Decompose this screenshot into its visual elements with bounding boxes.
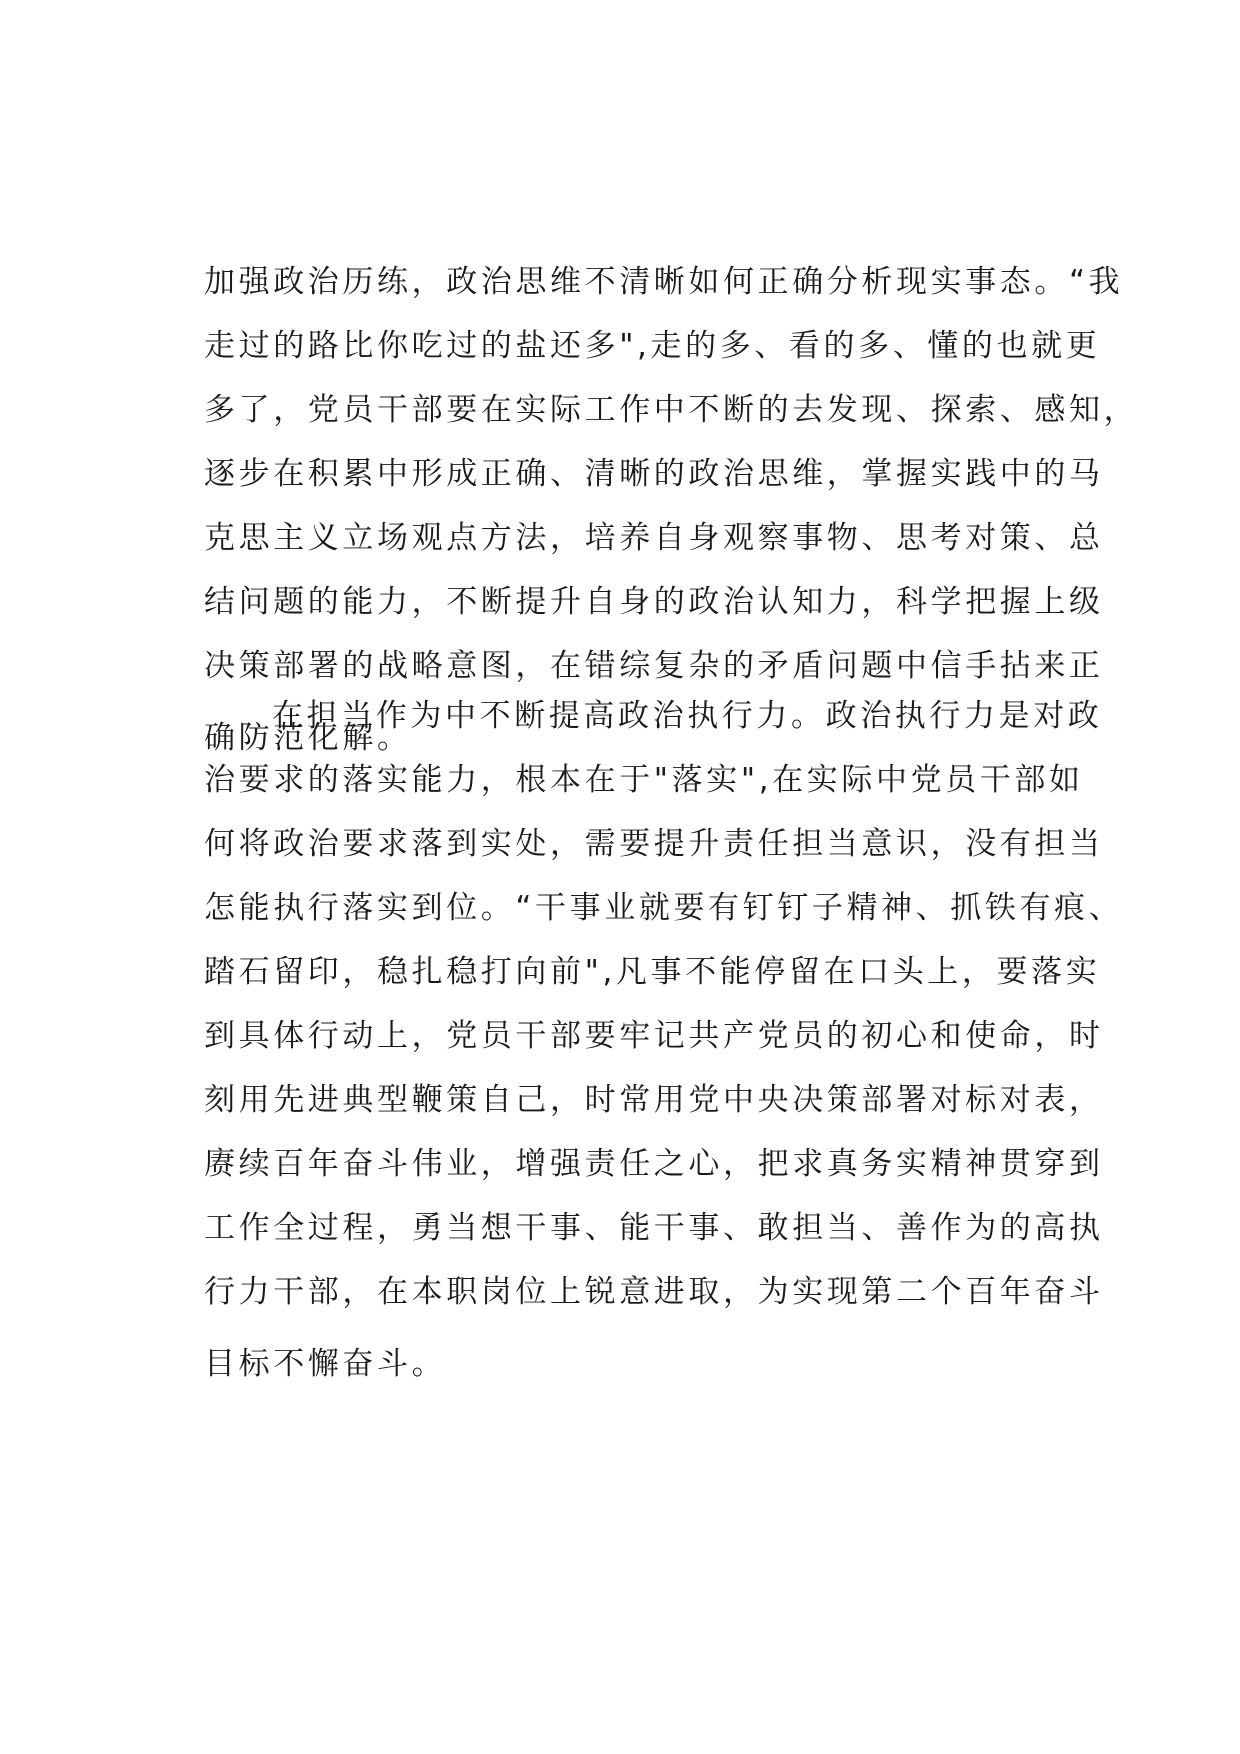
text-line: 克思主义立场观点方法，培养自身观察事物、思考对策、总 [204,520,1104,556]
text-line: 治要求的落实能力，根本在于"落实",在实际中党员干部如 [204,762,1084,798]
text-line: 决策部署的战略意图，在错综复杂的矛盾问题中信手拈来正 [204,648,1104,684]
text-line: 踏石留印，稳扎稳打向前",凡事不能停留在口头上，要落实 [204,954,1101,990]
text-line: 何将政治要求落到实处，需要提升责任担当意识，没有担当 [204,826,1104,862]
text-line: 目标不懈奋斗。 [204,1346,447,1382]
text-line: 结问题的能力，不断提升自身的政治认知力，科学把握上级 [204,584,1104,620]
text-line: 工作全过程，勇当想干事、能干事、敢担当、善作为的高执 [204,1210,1104,1246]
text-line: 到具体行动上，党员干部要牢记共产党员的初心和使命，时 [204,1018,1104,1054]
text-line: 加强政治历练，政治思维不清晰如何正确分析现实事态。“我 [204,264,1124,300]
text-line: 多了，党员干部要在实际工作中不断的去发现、探索、感知， [204,392,1139,428]
text-line: 走过的路比你吃过的盐还多",走的多、看的多、懂的也就更 [204,328,1101,364]
text-line: 赓续百年奋斗伟业，增强责任之心，把求真务实精神贯穿到 [204,1146,1104,1182]
text-line: 确防范化解。 [204,720,412,756]
text-line: 行力干部，在本职岗位上锐意进取，为实现第二个百年奋斗 [204,1274,1104,1310]
paragraph-political-execution [204,684,1124,1396]
text-line: 刻用先进典型鞭策自己，时常用党中央决策部署对标对表， [204,1082,1104,1118]
text-line: 逐步在积累中形成正确、清晰的政治思维，掌握实践中的马 [204,456,1104,492]
text-line: 怎能执行落实到位。“干事业就要有钉钉子精神、抓铁有痕、 [204,890,1124,926]
text-line: 在担当作为中不断提高政治执行力。政治执行力是对政 [272,698,1103,734]
